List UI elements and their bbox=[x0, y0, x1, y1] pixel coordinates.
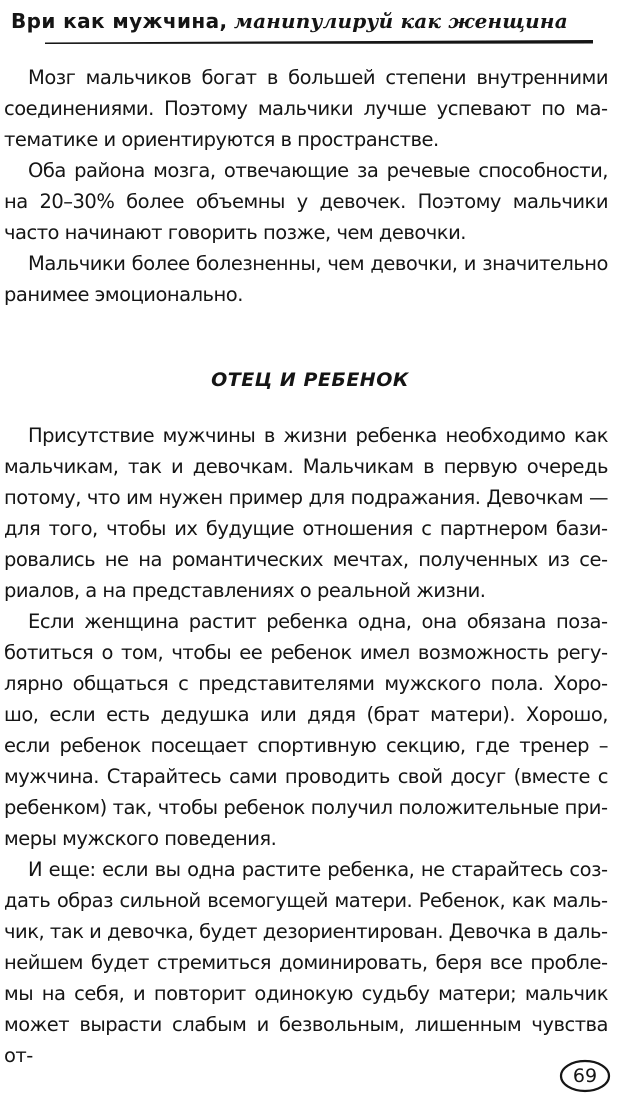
paragraph: Присутствие мужчины в жизни ребенка необходимо как мальчикам, так и девочкам. Мальчикам в первую очередь потому, что им нужен пример для подражания. Девочкам — для того, чтобы их будущие отношения с партнером базировались не на романтических мечтах, полученных из сериалов, а на представлениях о реальной жизни. bbox=[4, 424, 608, 602]
running-header-title-plain: Ври как мужчина, bbox=[11, 9, 228, 33]
paragraph: Мозг мальчиков богат в большей степени внутренними соединениями. Поэтому мальчики лучше успевают по математике и ориентируются в пространстве. bbox=[4, 66, 608, 151]
text-block-section bbox=[4, 420, 608, 1071]
paragraph: Мальчики более болезненны, чем девочки, и значительно ранимее эмоционально. bbox=[4, 252, 608, 306]
paragraph: Оба района мозга, отвечающие за речевые способности, на 20–30% более объемны у девочек. Поэтому мальчики часто начинают говорить позже, чем девочки. bbox=[4, 159, 608, 244]
paragraph: Если женщина растит ребенка одна, она обязана позаботиться о том, чтобы ее ребенок имел возможность регулярно общаться с представителями мужского пола. Хорошо, если есть дедушка или дядя (брат матери). Хорошо, если ребенок посещает спортивную секцию, где тренер – мужчина. Старайтесь сами проводить свой досуг (вместе с ребенком) так, чтобы ребенок получил положительные примеры мужского поведения. bbox=[4, 610, 608, 850]
paragraph: И еще: если вы одна растите ребенка, не старайтесь создать образ сильной всемогущей матери. Ребенок, как мальчик, так и девочка, будет дезориентирован. Девочка в дальнейшем будет стремиться доминировать, беря все проблемы на себя, и повторит одинокую судьбу матери; мальчик может вырасти слабым и безвольным, лишенным чувства от- bbox=[4, 858, 608, 1067]
page-number: 69 bbox=[572, 1065, 598, 1087]
header-brush-rule bbox=[45, 38, 593, 46]
running-header-title-script: манипулируй как женщина bbox=[233, 9, 568, 33]
running-header-title bbox=[11, 9, 568, 33]
page-number-badge bbox=[558, 1058, 612, 1094]
text-block-intro bbox=[4, 62, 608, 310]
section-heading: ОТЕЦ И РЕБЕНОК bbox=[211, 369, 409, 391]
running-header bbox=[5, 6, 611, 46]
